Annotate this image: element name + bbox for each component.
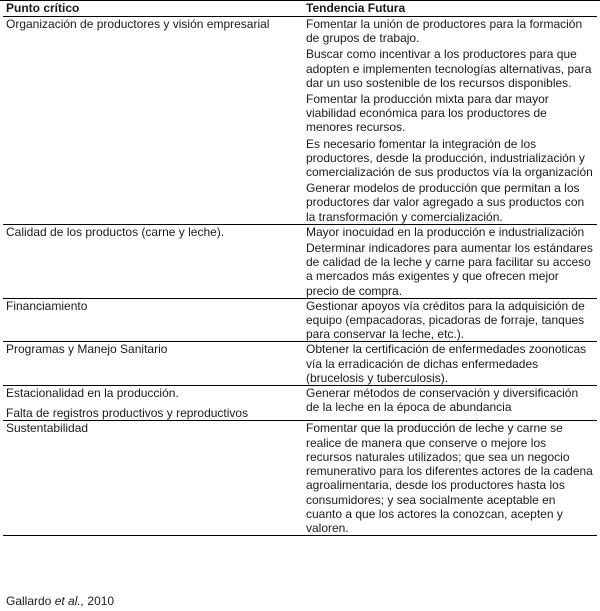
source-year: 2010 — [87, 594, 115, 608]
punto-critico-cell — [3, 342, 303, 386]
punto-critico-text: Calidad de los productos (carne y leche). — [6, 224, 225, 239]
header-tendencia-futura: Tendencia Futura — [303, 1, 597, 17]
tendencia-futura-cell — [303, 17, 597, 225]
source-citation — [6, 594, 114, 608]
tendencia-futura-text: Es necesario fomentar la integración de los productores, desde la producción, industrialización y comercialización de sus productos vía la organización — [306, 136, 593, 180]
table-row — [3, 298, 597, 342]
tendencia-futura-cell — [303, 421, 597, 536]
punto-critico-text: Sustentabilidad — [6, 421, 89, 436]
table-body — [3, 17, 597, 536]
tendencia-futura-text: Fomentar la producción mixta para dar mayor viabilidad económica para los productores de menores recursos. — [306, 92, 549, 135]
source-etal: et al., — [54, 594, 85, 608]
punto-critico-text: Estacionalidad en la producción. — [6, 386, 179, 401]
punto-critico-cell — [3, 224, 303, 298]
tendencia-futura-cell — [303, 386, 597, 421]
punto-critico-cell — [3, 386, 303, 421]
tendencia-futura-cell — [303, 224, 597, 298]
tendencia-futura-text: Generar métodos de conservación y diversificación de la leche en la época de abundancia — [306, 386, 579, 415]
punto-critico-cell — [3, 421, 303, 536]
punto-critico-cell — [3, 298, 303, 342]
punto-critico-cell — [3, 17, 303, 225]
tendencia-futura-text: Fomentar la unión de productores para la formación de grupos de trabajo. — [306, 17, 583, 46]
tendencia-futura-cell — [303, 342, 597, 386]
tendencia-futura-text: Obtener la certificación de enfermedades zoonoticas vía la erradicación de dichas enfermedades (brucelosis y tuberculosis). — [306, 342, 587, 385]
table-row — [3, 342, 597, 386]
tendencia-futura-text: Generar modelos de producción que permitan a los productores dar valor agregado a sus productos con la transformación y comercialización. — [306, 181, 585, 224]
punto-critico-text: Falta de registros productivos y reproductivos — [6, 406, 249, 421]
table-row — [3, 386, 597, 421]
critical-points-table — [3, 1, 597, 536]
tendencia-futura-text: Fomentar que la producción de leche y carne se realice de manera que conserve o mejore los recursos naturales utilizados; que sea un negocio remunerativo para los diferentes actores de la cadena agroalimentaria, desde los productores hasta los consumidores; y sea socialmente aceptable en cuanto a que los actores la conozcan, acepten y valoren. — [306, 421, 593, 535]
punto-critico-text: Financiamiento — [6, 298, 88, 313]
punto-critico-text: Programas y Manejo Sanitario — [6, 342, 168, 357]
header-punto-critico: Punto crítico — [3, 1, 303, 17]
tendencia-futura-text: Gestionar apoyos vía créditos para la adquisición de equipo (empacadoras, picadoras de forraje, tanques para conservar la leche, etc.). — [306, 298, 585, 342]
source-author: Gallardo — [6, 594, 52, 608]
table-row — [3, 17, 597, 225]
table-header-row — [3, 1, 597, 17]
table-row — [3, 224, 597, 298]
table-row — [3, 421, 597, 536]
punto-critico-text: Organización de productores y visión empresarial — [6, 17, 270, 31]
tendencia-futura-text: Buscar como incentivar a los productores para que adopten e implementen tecnologías alternativas, para dar un uso sostenible de los recursos disponibles. — [306, 47, 592, 90]
tendencia-futura-cell — [303, 298, 597, 342]
tendencia-futura-text: Mayor inocuidad en la producción e industrialización — [306, 224, 585, 239]
tendencia-futura-text: Determinar indicadores para aumentar los estándares de calidad de la leche y carne para facilitar su acceso a mercados más exigentes y que ofrecen mejor precio de compra. — [306, 241, 593, 298]
